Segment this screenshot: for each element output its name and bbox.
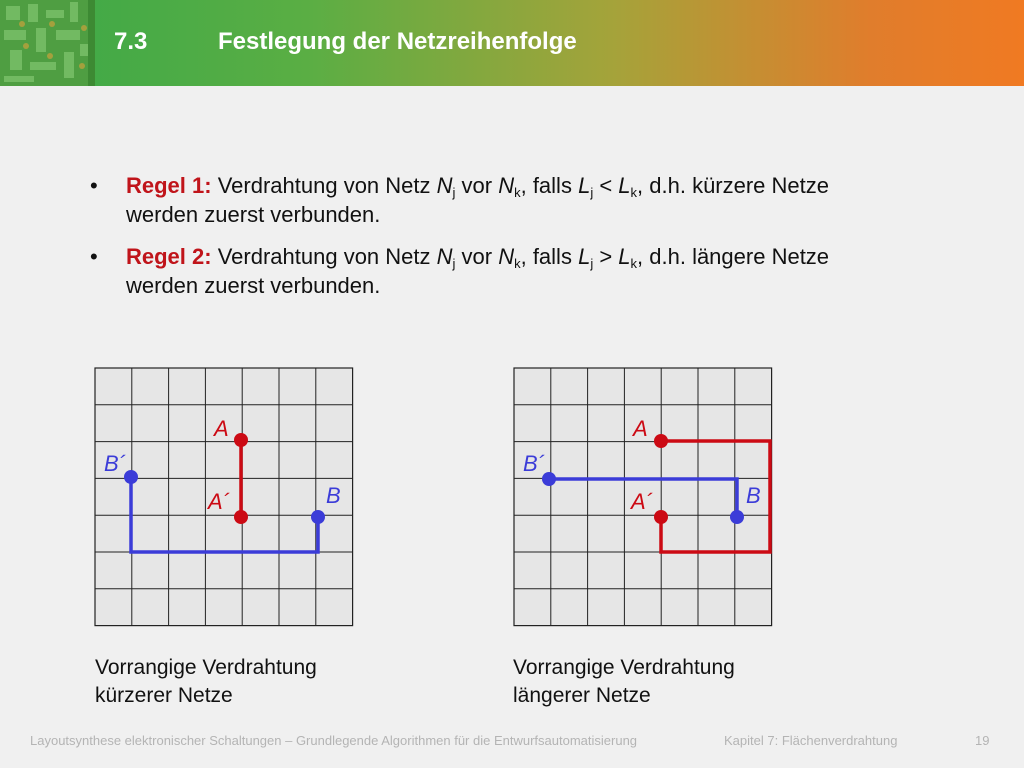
length-symbol: L: [618, 173, 631, 198]
net-subscript: k: [514, 256, 521, 271]
pin-a-prime: [234, 510, 248, 524]
pin-b-prime: [124, 470, 138, 484]
length-subscript: j: [590, 185, 594, 200]
caption-longer-nets: [513, 654, 735, 710]
footer-page-number: 19: [975, 733, 990, 748]
net-subscript: j: [452, 185, 456, 200]
net-symbol: N: [498, 173, 515, 198]
rule-text: werden zuerst verbunden.: [126, 273, 381, 298]
net-symbol: N: [498, 244, 515, 269]
footer-course-title: Layoutsynthese elektronischer Schaltungen – Grundlegende Algorithmen für die Entwurfsautomatisierung: [30, 733, 638, 748]
caption-line: längerer Netze: [513, 684, 651, 707]
net-subscript: j: [452, 256, 456, 271]
footer-chapter: Kapitel 7: Flächenverdrahtung: [724, 733, 898, 748]
bullet: •: [90, 173, 98, 198]
page-title: Festlegung der Netzreihenfolge: [218, 28, 577, 55]
rule-text: , d.h. kürzere Netze: [637, 173, 830, 198]
pin-a-label: A: [633, 416, 648, 441]
length-symbol: L: [578, 244, 591, 269]
pin-a-prime-label: A´: [208, 489, 230, 514]
pin-b-label: B: [326, 483, 341, 508]
net-subscript: k: [514, 185, 521, 200]
caption-line: Vorrangige Verdrahtung: [513, 656, 735, 679]
comparison-operator: <: [593, 173, 619, 198]
caption-shorter-nets: [95, 654, 317, 710]
net-symbol: N: [436, 173, 453, 198]
rule-label: Regel 2:: [126, 244, 212, 269]
pin-b: [311, 510, 325, 524]
pin-b: [730, 510, 744, 524]
rule-text: , d.h. längere Netze: [637, 244, 830, 269]
rule-text: werden zuerst verbunden.: [126, 202, 381, 227]
pin-a-label: A: [214, 416, 229, 441]
pin-b-prime-label: B´: [523, 451, 545, 476]
length-symbol: L: [618, 244, 631, 269]
pin-a-prime-label: A´: [631, 489, 653, 514]
rule-text: , falls: [520, 244, 579, 269]
length-subscript: k: [630, 256, 638, 271]
rule-label: Regel 1:: [126, 173, 212, 198]
length-subscript: k: [630, 185, 638, 200]
length-symbol: L: [578, 173, 591, 198]
rule-text: vor: [455, 173, 499, 198]
caption-line: Vorrangige Verdrahtung: [95, 656, 317, 679]
rule-text: Verdrahtung von Netz: [211, 244, 437, 269]
pin-b-prime-label: B´: [104, 451, 126, 476]
bullet: •: [90, 244, 98, 269]
pin-a-prime: [654, 510, 668, 524]
comparison-operator: >: [593, 244, 619, 269]
pin-b-label: B: [746, 483, 761, 508]
pin-a: [234, 433, 248, 447]
section-number: 7.3: [114, 28, 148, 55]
pin-a: [654, 434, 668, 448]
net-symbol: N: [436, 244, 453, 269]
rule-text: , falls: [520, 173, 579, 198]
rule-text: vor: [455, 244, 499, 269]
length-subscript: j: [590, 256, 594, 271]
rule-text: Verdrahtung von Netz: [211, 173, 437, 198]
caption-line: kürzerer Netze: [95, 684, 233, 707]
